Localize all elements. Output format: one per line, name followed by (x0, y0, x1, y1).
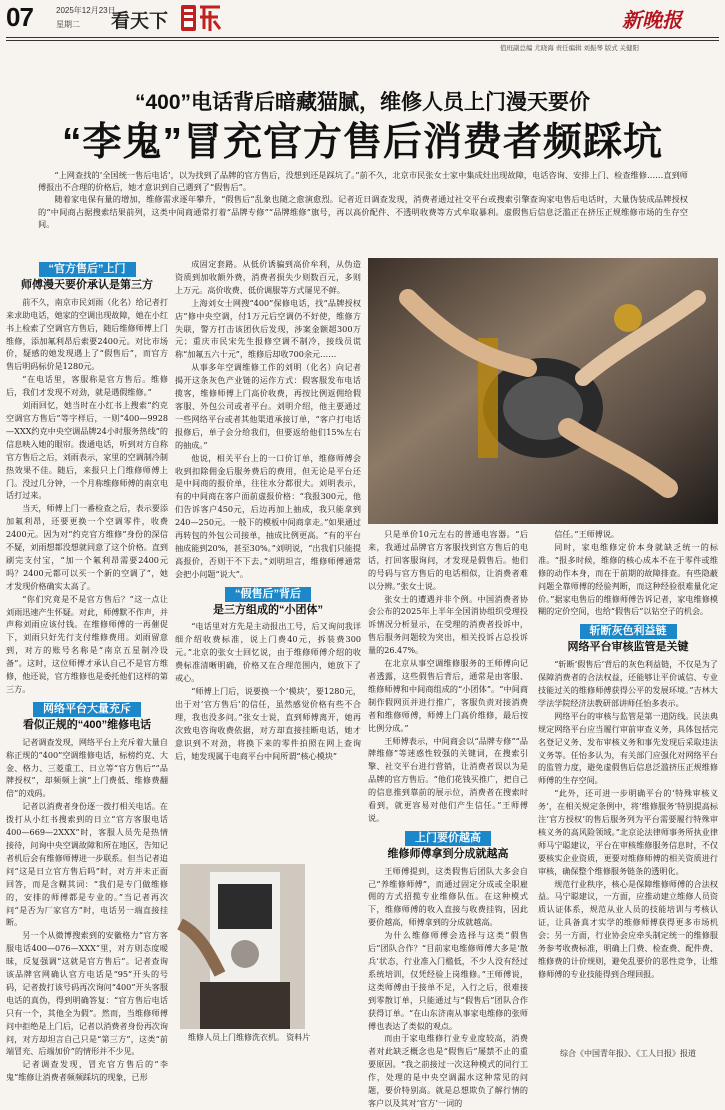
photo-caption: 维修人员上门维修洗衣机。 资料片 (188, 1033, 311, 1042)
lead-paragraph: “上网查找的‘全国统一售后电话’，以为找到了品牌的官方售后，没想到还是踩坑了。”前不久，北京市民张女士家中集成灶出现故障，电话咨询、安排上门、检查维修……直到师傅报出不合理的价格后，她才意识到自己遇到了“假售后”。 (38, 170, 688, 193)
headline-subtitle: “400”电话背后暗藏猫腻，维修人员上门漫天要价 (134, 91, 591, 114)
paragraph: 记者调查发现，冒充官方售后的“李鬼”维修让消费者频频踩坑的现象，已形 (6, 1059, 168, 1083)
section-title: 师傅漫天要价承认是第三方 (21, 278, 153, 291)
paragraph: 规范行业秩序，核心是保障维修师傅的合法权益。马宁聪建议，一方面，应推动建立维修人员资质认证体系，规范从业人员的技能培训与考核认证，让具备真才实学的维修师傅获得更多市场机会；另一方面，行业协会应牵头制定统一的维修服务参考收费标准，明确上门费、检查费、配件费、维修费的计价规则，避免乱要价的恶性竞争，让维修师傅的专业技能得到合理回报。 (538, 878, 718, 979)
issue-date: 2025年12月23日 (56, 6, 116, 15)
paragraph: 为什么维修师傅会选择与这类“假售后”团队合作？“目前家电维修师傅大多是‘散兵’状态，行业准入门槛低，不少人没有经过系统培训，仅凭经验上岗维修。”王师傅说，这类师傅由于接单不足，入行之后，很难接到零散订单，只能通过与“假售后”团队合作获得订单。“在山东济南从事家电维修的张师傅也表达了类似的观点。 (368, 930, 528, 1031)
section-tag: “官方售后”上门 (39, 262, 136, 277)
article-column-1 (6, 262, 168, 1084)
paragraph: “你们究竟是不是官方售后？”这一点让刘雨迅速产生怀疑。对此，师傅默不作声，并声称刘雨应该付钱。在维修师傅的一再催促下，刘雨只好先行支付维修费用。刘雨留意到，对方的账号名称是“南京五星制冷设备”。这时，这位师傅才承认自己不是官方维修，他还说，官方维修也是委托他们这样的第三方。 (6, 593, 168, 694)
paragraph: 当天，师傅上门一番检查之后，表示要添加氟利昂，还要更换一个空调零件，收费2400元。因为对“约克官方维修”身份的深信不疑，刘雨想都没想就同意了这个价格。直到刷完支付宝，“加一个氟利昂需要2400元吗？2400元都可以买一个新的空调了”，她才发现价格确实太高了。 (6, 503, 168, 591)
lead-paragraphs (38, 169, 688, 230)
section-header (368, 831, 528, 861)
section-seal-logo (180, 3, 222, 33)
section-header (175, 587, 361, 617)
paragraph: “斩断‘假售后’背后的灰色利益链，不仅是为了保障消费者的合法权益，还能够让平价诚信、专业技能过关的维修师傅获得公平的发展环境。”吉林大学法学院经济法教研部讲师任怡多表示。 (538, 659, 718, 708)
section-title: 看似正规的“400”维修电话 (22, 718, 152, 731)
paragraph: 张女士的遭遇并非个例。中国消费者协会公布的2025年上半年全国消协组织受理投诉情况分析显示，在受理的消费者投诉中，售后服务问题较为突出，相关投诉占总投诉量的26.47%。 (368, 593, 528, 656)
paragraph: 从事多年空调维修工作的刘明（化名）向记者揭开这条灰色产业链的运作方式：假客服发布电话揽客，维修师傅上门高价收费，再按比例返佣给假客服、外包公司或者平台。刘明介绍，他主要通过一些网络平台或者其他渠道承接订单，“客户打电话报修后，单子会分给我们，但要返给他们15%左右的抽成。” (175, 362, 361, 450)
washing-machine-photo (180, 864, 305, 1029)
section-tag: “假售后”背后 (225, 587, 311, 602)
section-title: 看天下 (111, 11, 169, 32)
section-title: 维修师傅拿到分成就越高 (387, 847, 509, 860)
paragraph: 而由于家电维修行业专业度较高，消费者对此缺乏概念也是“假售后”屡禁不止的重要原因。“我之前接过一次这种模式的同行工作，处理的是中央空调漏水这种常见的问题，要价特别高。就是总想欺负了解行情的客户以及其对‘官方’一词的 (368, 1033, 528, 1108)
issue-weekday: 星期二 (56, 20, 80, 29)
paragraph: 同时，家电维修定价本身就缺乏统一的标准。“报多时候，维修的核心成本不在于零件或维修的动作本身，而在于前期的故障排查。有些隐蔽问题全靠师傅的经验判断，而这种经验很难量化定价。”据家电售后的维修师傅告诉记者，家电维修模糊的定价空间，也给“假售后”以钻空子的机会。 (538, 541, 718, 617)
paragraph: “师傅上门后，说要换一个‘模块’，要1280元，出于对‘官方售后’的信任，虽然感觉价格有些不合理，我也没多问。”张女士说，直到师傅离开，她再次致电咨询收费依据，对方却直接挂断电话，她才意识到不对劲，将换下来的零件拍照在网上查询后，她发现属于电商平台中间所谓“核心模块” (175, 686, 361, 761)
paragraph: 在北京从事空调维修服务的王师傅向记者透露，这些假售后背后，通常是由客服、维修师傅和中间商组成的“小团体”。“中间商制作假网页并进行推广，客服负责对接消费者和维修师傅，师傅上门高价维修，最后按比例分成。” (368, 658, 528, 733)
paragraph: 信任。”王师傅说。 (554, 529, 620, 539)
page-number: 07 (6, 2, 33, 32)
source-note: 综合《中国青年报》、《工人日报》报道 (560, 1049, 696, 1058)
paragraph: “电话里对方先是主动报出工号，后又询问我详细介绍收费标准，说上门费40元，拆装费300元。”北京的张女士回忆说，由于维修师傅介绍的收费标准清晰明确，价格又在合理范围内，她放下了戒心。 (175, 621, 361, 684)
repair-photo (368, 258, 718, 524)
editor-credits: 值班副总编 尤晓海 责任编辑 刘振琴 版式 关健阳 (500, 45, 640, 52)
headline-title: “李鬼”冒充官方售后消费者频踩坑 (61, 121, 663, 164)
repair-photo-illustration (368, 258, 718, 524)
article-column-2 (175, 258, 361, 858)
paragraph: 王师傅提到，这类假售后团队大多会自己“养维修师傅”，而通过固定分成或全职雇佣的方式招揽专业维修队伍。在这种模式下，维修师傅的收入直接与收费挂钩，因此要价越高，师傅拿到的分成就越高。 (368, 865, 528, 928)
header-divider-secondary (6, 40, 719, 41)
newspaper-brand-logo: 新晚报 (622, 8, 682, 32)
paragraph: 前不久，南京市民刘雨（化名）给记者打来求助电话，她家的空调出现故障，她在小红书上检索了空调官方售后，随后维修师傅上门维修，添加氟利昂后索要2400元。对比市场价，疑感的她发现遇上了“假售后”，而官方售后明码标价是1280元。 (6, 296, 168, 372)
paragraph: 王师傅表示，中间商会以“品牌专修”“品牌维修”等迷惑性较强的关键词，在搜索引擎、社交平台进行营销，让消费者误以为是品牌的官方售后。“他们花钱买推广，把自己的信息推到靠前的展示位，消费者在搜索时看到，就更容易对他们产生信任。”王师傅说。 (368, 735, 528, 823)
paragraph: “此外，还可进一步明确平台的‘特殊审核义务’，在相关规定条例中，将‘维修服务’特别提高标注‘官方授权’的售后服务列为平台需要履行特殊审核义务的高风险领域。”北京论法律师事务所执业律师马宁聪建议，平台在审核维修服务信息时，不仅要核实企业资质，更要对维修师傅的相关资质进行审核，确保整个维修服务链条的透明化。 (538, 788, 718, 876)
header-divider (6, 37, 719, 38)
article-column-3 (368, 528, 528, 1108)
paragraph: 只是单价10元左右的普通电容器。“后来，我通过品牌官方客服找到官方售后的电话，打回客服询问，才发现是假售后。他们的号码与官方售后的电话相似，让消费者难以分辨。”张女士说。 (368, 529, 528, 591)
article-column-4 (538, 528, 718, 1042)
paragraph: 成固定套路。从低价诱骗到高价牟利，从伪造资质到加收额外费，消费者损失少则数百元，多则上万元。高价收费、低价调服等方式屡见不鲜。 (175, 259, 361, 295)
paragraph: “在电话里，客服称是官方售后。维修后，我们才发现不对劲，就是遇假维修。” (6, 374, 168, 398)
section-tag: 斩断灰色利益链 (580, 624, 677, 639)
section-tag: 上门要价越高 (405, 831, 491, 846)
section-header (6, 262, 168, 292)
washing-machine-illustration (180, 864, 305, 1029)
paragraph: 记者调查发现，网络平台上充斥着大量自称正规的“400”空调维修电话，标榜约克、大金、格力、三菱重工、日立等“官方售后”“品牌授权”，却频频上演“上门费低、维修费翻倍”的戏码。 (6, 736, 168, 799)
lead-paragraph: 随着家电保有量的增加，维修需求逐年攀升，“假售后”乱象也随之愈演愈烈。记者近日调查发现，消费者通过社交平台或搜索引擎查询家电售后电话时，大量伪装成品牌授权的“中间商占据搜索结果前列，这类中间商通常打着“品牌专修”“品牌维修”旗号，再以高价配件、不透明收费等方式牟取暴利。虚假售后信息泛滥正在挤压正规维修市场的生存空间。 (38, 194, 688, 229)
section-title: 是三方组成的“小团体” (213, 603, 323, 616)
paragraph: 网络平台的审核与监管是第一道防线。民法典规定网络平台应当履行审前审查义务，具体包括完名登记义务、发布审核义务和事先发现后采取违法义务等。任怡多认为，有关部门应强化对网络平台的监管力度，避免虚假售后信息泛滥挤压正规维修师傅的生存空间。 (538, 710, 718, 786)
paragraph: 他说，相关平台上的一口价订单，维修师傅会收到扣除佣金后服务费后的费用，但无论是平台还是中间商的报价单，往往水分都很大。刘明表示，有的中间商在客户面前虚报价格：“我报300元，他们告诉客户450元，后边再加上抽成，我只能拿到240—250元。一般下的模板中间商拿走。”如果通过再转包的外包公司接单，抽成比例更高。“有的平台抽成能到20%，甚至30%。”刘明说，“出我们只能提高报价，否则干不下去。”刘明坦言，维修师傅通常会把小问题“说大”。 (175, 452, 361, 579)
paragraph: 上海刘女士网搜“400”保修电话，找“品牌授权店”修中央空调，付1万元后空调仍不好使，维修方失联，警方打击该团伙后发现，涉案金额超300万元；重庆市民宋先生报修空调不制冷，接线员谎称“加氟五六十元”，维修后却收700余元…… (175, 297, 361, 360)
section-header (538, 624, 718, 654)
paragraph: 刘雨回忆，她当时在小红书上搜索“约克空调官方售后”等字样后，一则“400—9928—XXX约克中央空调品牌24小时服务热线”的信息映入她的眼帘。拨通电话，听到对方自称官方售后之后，刘雨表示，家里的空调制冷制热效果不佳。随后，来报只上门维修师傅上门。没过几分钟，一个月称维修师傅的南京电话打过来。 (6, 400, 168, 501)
paragraph: 记者以消费者身份逐一拨打相关电话。在拨打从小红书搜索到的日立“官方客服电话400—669—2XXX”时，客服人员先是热情接待，问询中央空调故障和所在地区，告知记者机后会有维修师傅进一步联系。但当记者追问“这是日立官方售后吗”时，对方并未正面回答，而是含糊其词：“我们是专门做维修的，安排的师傅都是专业的。”当记者再次问“是否为厂家官方”时，电话另一端直接挂断。 (6, 801, 168, 928)
section-title: 网络平台审核监管是关键 (567, 641, 689, 654)
section-header (6, 702, 168, 732)
paragraph: 另一个从微博搜索到的安徽格力“官方客服电话400—076—XXX”里，对方则态度暧昧，反复强调“这就是官方售后”。记者查询该品牌官网确认官方电话是“95”开头的号码，记者拨打该号码再次询问“400”开头客服电话的真伪，得到明确答复：“官方售后电话只有一个，其他全为假”。然而，当维修师傅问中拒绝是上门后，记者以消费者身份再次询问，对方却坦言自己只是“第三方”，这类“前端冒充、后端加价”的情形并不少见。 (6, 930, 168, 1057)
section-tag: 网络平台大量充斥 (33, 702, 141, 717)
